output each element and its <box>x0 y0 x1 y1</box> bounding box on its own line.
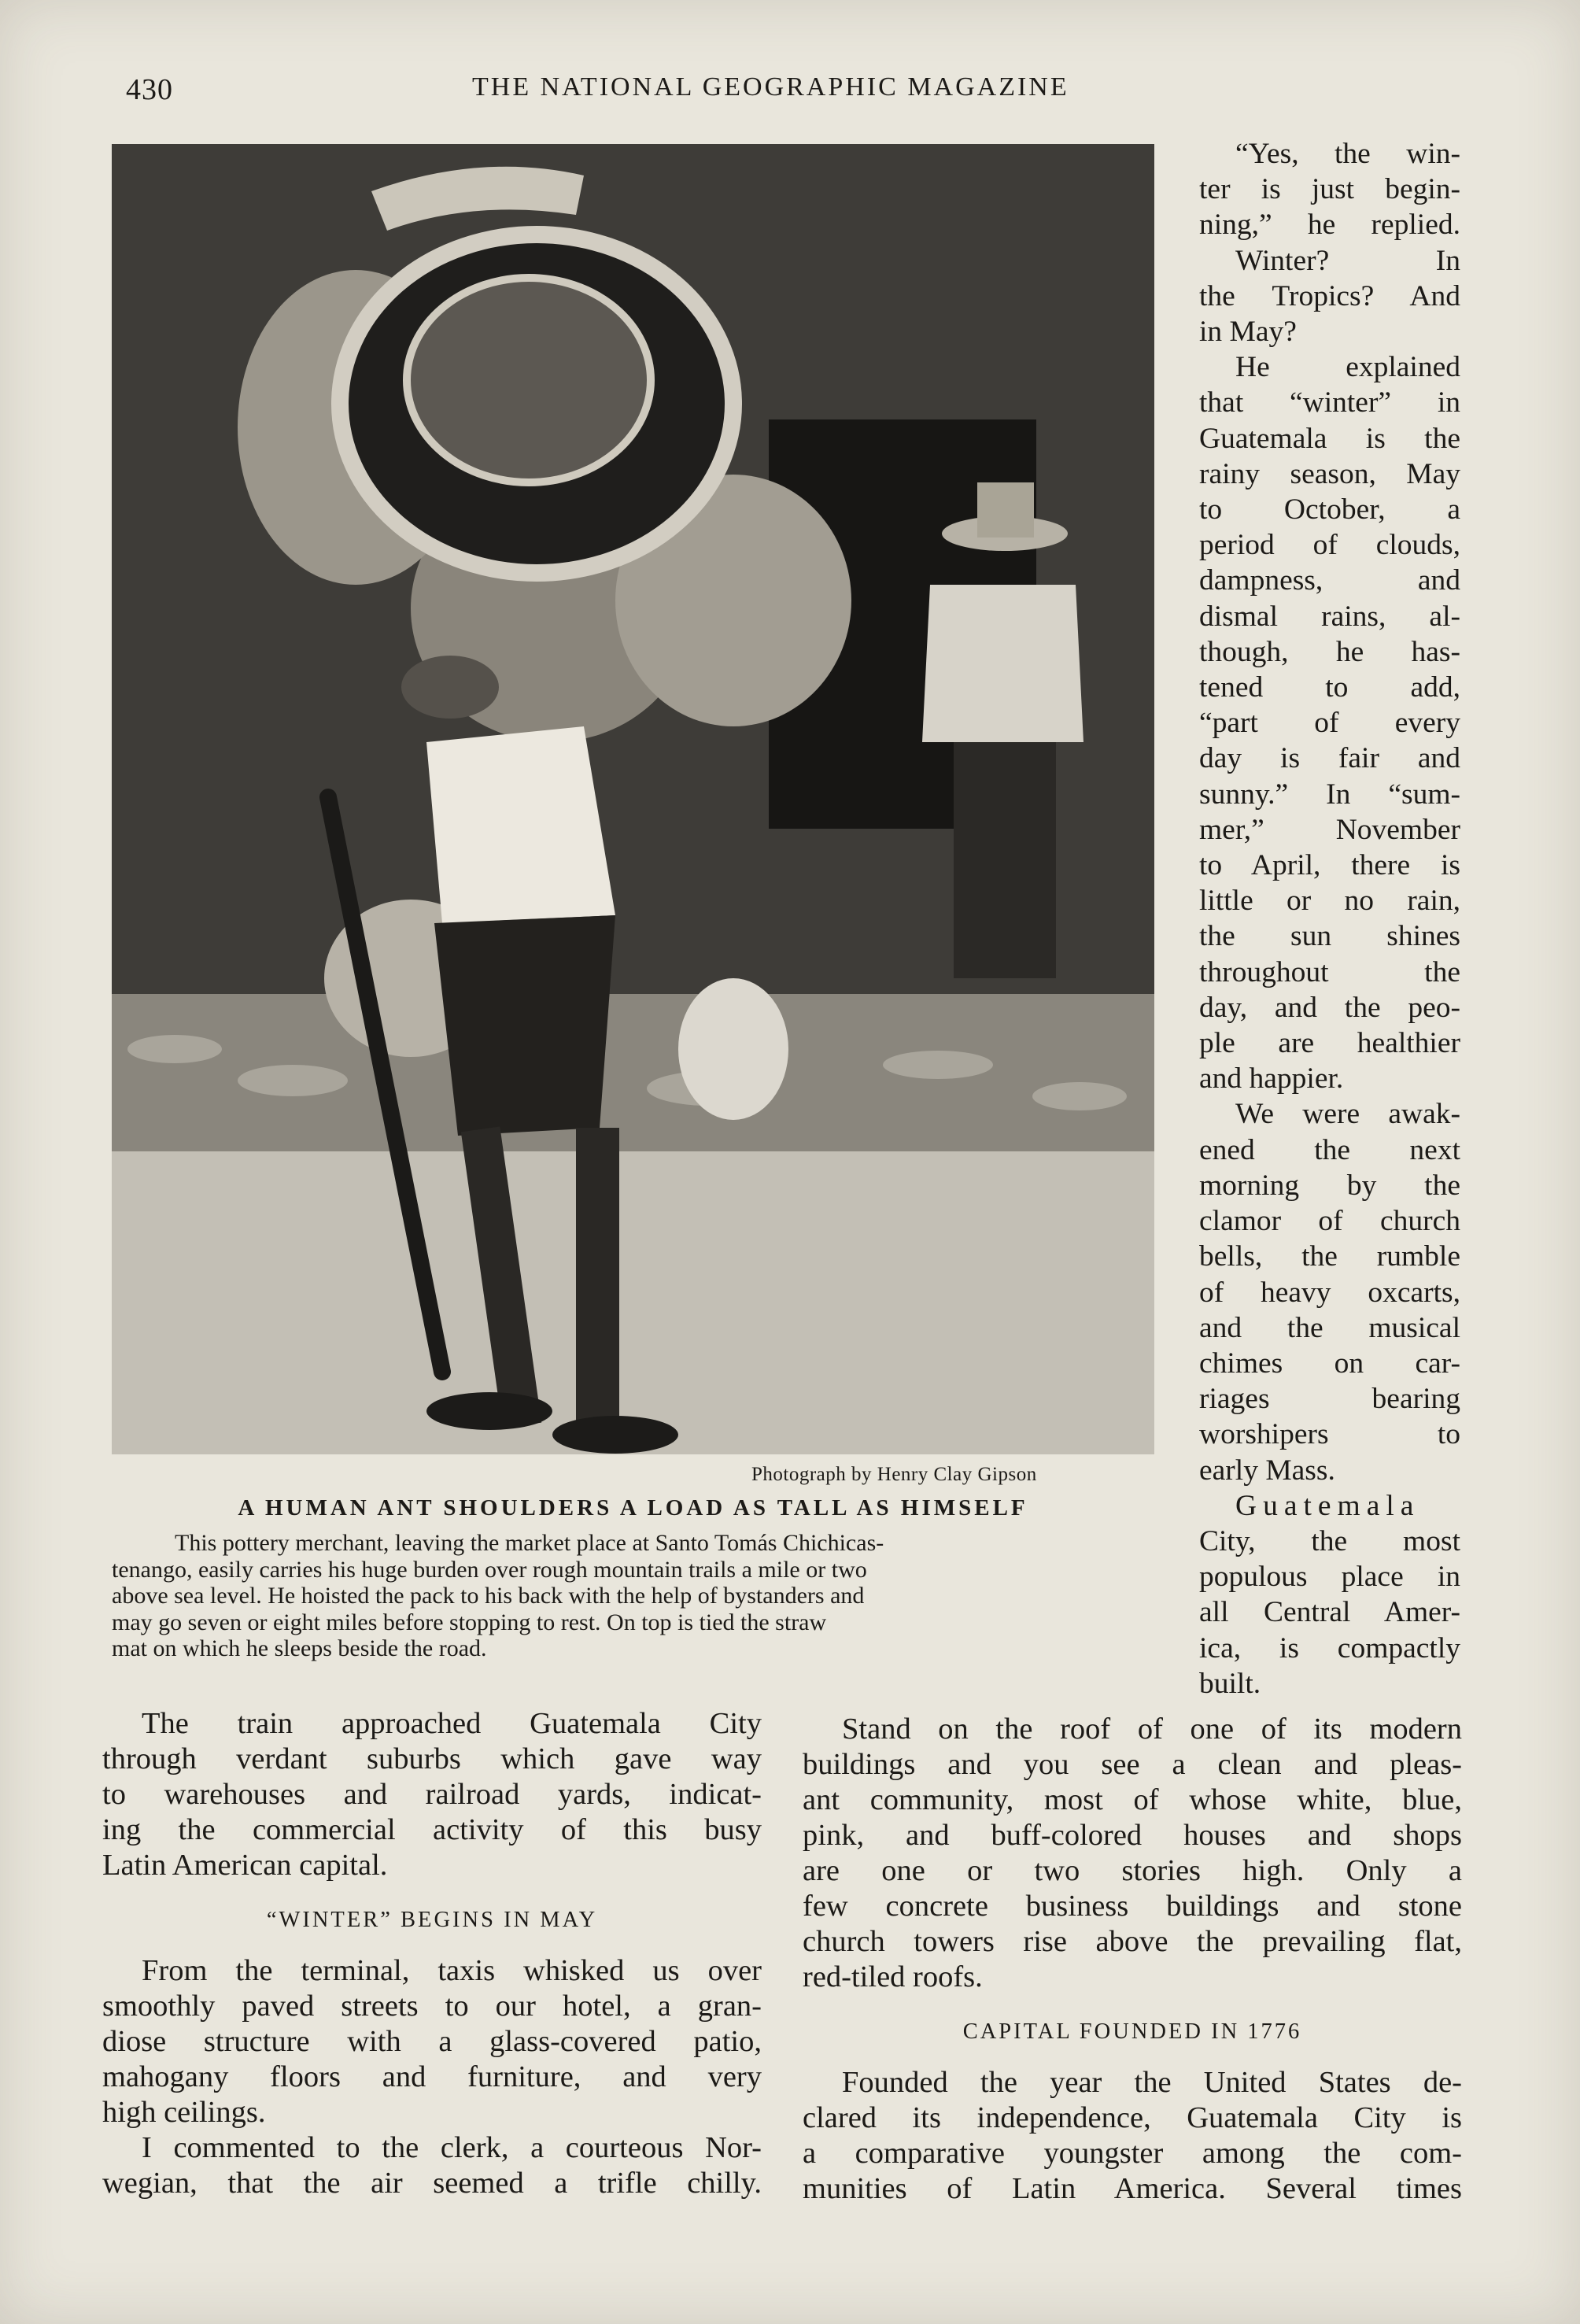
text-line: ened the next <box>1199 1133 1460 1166</box>
page-header <box>0 72 1580 112</box>
text-line: clared its independence, Guatemala City is <box>803 2101 1462 2134</box>
text-line: ple are healthier <box>1199 1027 1460 1060</box>
text-line: mer,” November <box>1199 813 1460 846</box>
text-line: ica, is compactly <box>1199 1631 1460 1664</box>
text-line: are one or two stories high. Only a <box>803 1854 1462 1887</box>
text-line: riages bearing <box>1199 1383 1460 1416</box>
text-line: high ceilings. <box>102 2096 266 2129</box>
middle-text-column <box>803 1712 1462 2207</box>
text-line: that “winter” in <box>1199 386 1460 419</box>
text-line: We were awak- <box>1235 1098 1460 1131</box>
text-line: church towers rise above the prevailing flat, <box>803 1925 1462 1958</box>
text-line: sunny.” In “sum- <box>1199 778 1460 811</box>
text-line: “Yes, the win- <box>1235 138 1460 170</box>
left-text-column <box>102 1706 762 2201</box>
text-line: and happier. <box>1199 1062 1344 1095</box>
text-line: diose structure with a glass-covered patio, <box>102 2025 762 2058</box>
section-subhead: CAPITAL FOUNDED IN 1776 <box>962 2019 1302 2044</box>
page-number: 430 <box>126 73 173 106</box>
text-line: wegian, that the air seemed a trifle chilly. <box>102 2167 762 2200</box>
text-line: in May? <box>1199 316 1297 349</box>
text-line: dampness, and <box>1199 564 1460 597</box>
text-line: ning,” he replied. <box>1199 209 1460 242</box>
text-line: ant community, most of whose white, blue, <box>803 1783 1462 1816</box>
text-line: bells, the rumble <box>1199 1240 1460 1273</box>
text-line: pink, and buff-colored houses and shops <box>803 1819 1462 1852</box>
text-line: early Mass. <box>1199 1454 1335 1487</box>
text-line: smoothly paved streets to our hotel, a gran- <box>102 1990 762 2023</box>
text-line: From the terminal, taxis whisked us over <box>142 1954 762 1987</box>
text-line: day is fair and <box>1199 742 1460 775</box>
section-subhead: “WINTER” BEGINS IN MAY <box>266 1908 598 1932</box>
text-line: City, the most <box>1199 1524 1460 1557</box>
caption-body <box>112 1530 1154 1662</box>
text-line: Guatemala is the <box>1199 422 1460 455</box>
text-line: Stand on the roof of one of its modern <box>842 1713 1462 1746</box>
text-line: worshipers to <box>1199 1418 1460 1451</box>
running-head: THE NATIONAL GEOGRAPHIC MAGAZINE <box>472 72 1069 102</box>
text-line: period of clouds, <box>1199 529 1460 562</box>
text-line: the sun shines <box>1199 920 1460 953</box>
text-line: Latin American capital. <box>102 1849 388 1882</box>
photo-credit: Photograph by Henry Clay Gipson <box>751 1464 1037 1485</box>
text-line: few concrete business buildings and stone <box>803 1890 1462 1923</box>
text-line: to October, a <box>1199 493 1460 527</box>
text-line: morning by the <box>1199 1169 1460 1202</box>
text-line: clamor of church <box>1199 1205 1460 1238</box>
text-line: though, he has- <box>1199 635 1460 668</box>
caption-line: This pottery merchant, leaving the market place at Santo Tomás Chichicas- <box>175 1530 884 1556</box>
text-line: populous place in <box>1199 1561 1460 1594</box>
text-line: a comparative youngster among the com- <box>803 2137 1462 2170</box>
caption-line: mat on which he sleeps beside the road. <box>112 1635 487 1661</box>
text-line: The train approached Guatemala City <box>142 1707 762 1740</box>
text-line: ter is just begin- <box>1199 173 1460 206</box>
text-line: tened to add, <box>1199 671 1460 704</box>
text-line: rainy season, May <box>1199 457 1460 490</box>
text-line: He explained <box>1235 351 1460 384</box>
text-line: I commented to the clerk, a courteous Nor- <box>142 2131 762 2164</box>
caption-line: may go seven or eight miles before stopping to rest. On top is tied the straw <box>112 1609 827 1635</box>
text-line: Guatemala <box>1235 1489 1420 1522</box>
text-line: the Tropics? And <box>1199 279 1460 312</box>
text-line: mahogany floors and furniture, and very <box>102 2060 762 2093</box>
text-line: munities of Latin America. Several times <box>803 2172 1462 2205</box>
text-line: ing the commercial activity of this busy <box>102 1813 762 1846</box>
text-line: red-tiled roofs. <box>803 1960 983 1993</box>
caption-title: A HUMAN ANT SHOULDERS A LOAD AS TALL AS HIMSELF <box>238 1495 1028 1520</box>
text-line: built. <box>1199 1667 1261 1700</box>
text-line: dismal rains, al- <box>1199 600 1460 633</box>
text-line: throughout the <box>1199 955 1460 988</box>
photograph-pottery-merchant <box>112 144 1154 1454</box>
text-line: to warehouses and railroad yards, indicat- <box>102 1778 762 1811</box>
right-text-column <box>1199 136 1460 1701</box>
text-line: “part of every <box>1199 707 1460 740</box>
text-line: to April, there is <box>1199 849 1460 882</box>
text-line: and the musical <box>1199 1311 1460 1344</box>
text-line: Winter? In <box>1235 244 1460 277</box>
text-line: little or no rain, <box>1199 885 1460 918</box>
text-line: Founded the year the United States de- <box>842 2066 1462 2099</box>
text-line: day, and the peo- <box>1199 991 1460 1024</box>
caption-line: tenango, easily carries his huge burden over rough mountain trails a mile or two <box>112 1556 867 1583</box>
text-line: through verdant suburbs which gave way <box>102 1742 762 1775</box>
text-line: of heavy oxcarts, <box>1199 1276 1460 1309</box>
text-line: all Central Amer- <box>1199 1596 1460 1629</box>
caption-line: above sea level. He hoisted the pack to his back with the help of bystanders and <box>112 1583 865 1609</box>
photo-illustration <box>112 144 1154 1454</box>
text-line: chimes on car- <box>1199 1347 1460 1380</box>
text-line: buildings and you see a clean and pleas- <box>803 1748 1462 1781</box>
